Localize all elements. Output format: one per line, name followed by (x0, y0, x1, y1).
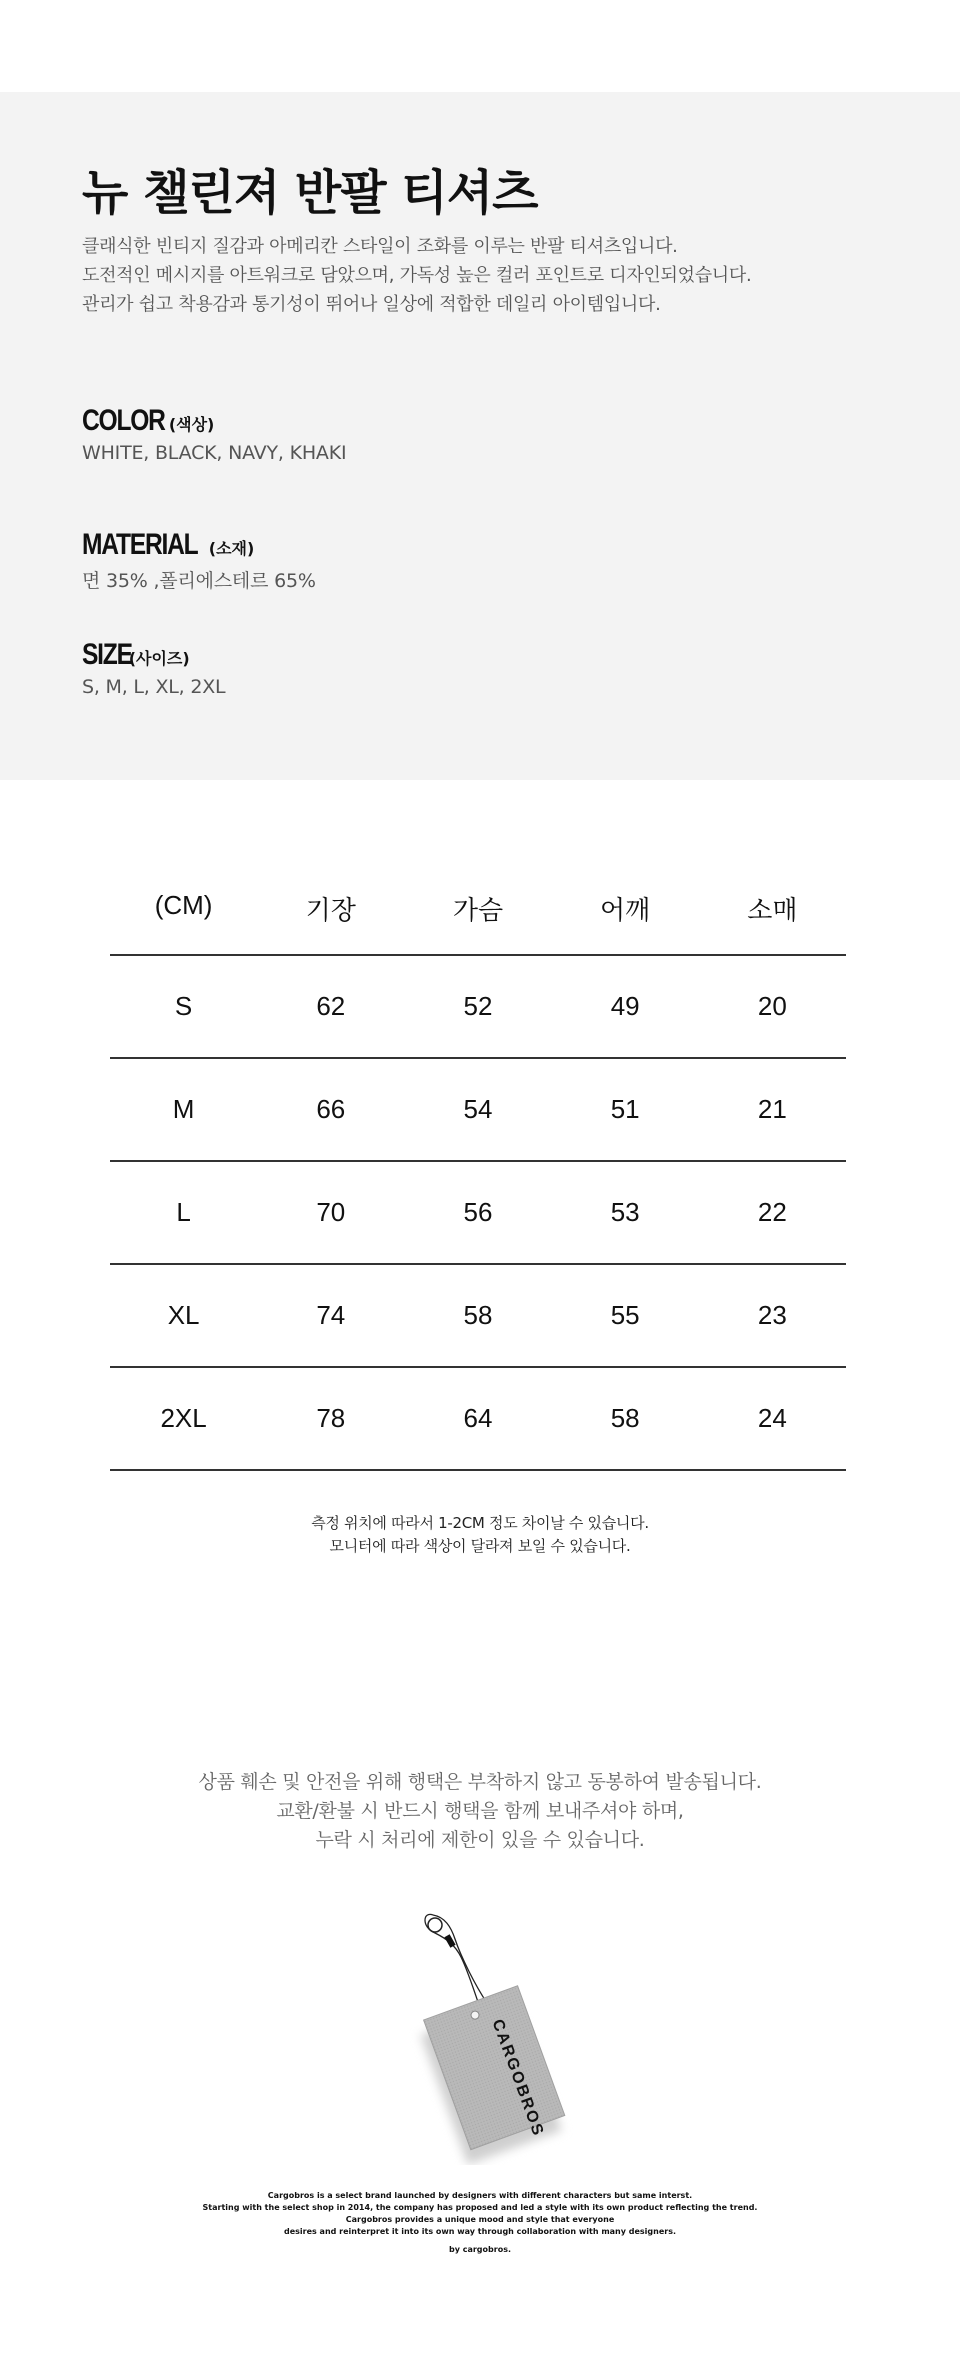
sleeve-cell: 24 (757, 1403, 787, 1433)
description-line: 관리가 쉽고 착용감과 통기성이 뛰어나 일상에 적합한 데일리 아이템입니다. (82, 294, 661, 315)
spec-color-sublabel: (색상) (168, 415, 215, 434)
spec-color-label: COLOR (82, 404, 165, 437)
table-row (110, 1162, 846, 1265)
hang-tag-illustration (395, 1905, 595, 2165)
spec-size-heading (82, 638, 225, 672)
size-cell: L (176, 1197, 191, 1227)
about-signature: by cargobros. (448, 2245, 511, 2254)
brand-about (0, 2190, 960, 2256)
table-row (110, 1059, 846, 1162)
spec-size-value: S, M, L, XL, 2XL (82, 676, 226, 698)
chest-cell: 52 (463, 991, 493, 1021)
tag-notice-line: 누락 시 처리에 제한이 있을 수 있습니다. (315, 1829, 645, 1851)
spec-size-label: SIZE (82, 638, 132, 671)
spec-material-heading (82, 528, 316, 562)
spec-color-value: WHITE, BLACK, NAVY, KHAKI (82, 442, 347, 464)
sleeve-cell: 21 (757, 1094, 787, 1124)
chest-cell: 54 (463, 1094, 493, 1124)
product-description (82, 232, 902, 319)
spec-color-heading (82, 404, 346, 438)
shoulder-cell: 51 (610, 1094, 640, 1124)
description-line: 도전적인 메시지를 아트워크로 담았으며, 가독성 높은 컬러 포인트로 디자인되었습니다. (82, 265, 752, 286)
shoulder-cell: 55 (610, 1300, 640, 1330)
chest-cell: 56 (463, 1197, 493, 1227)
shoulder-cell: 53 (610, 1197, 640, 1227)
length-cell: 70 (316, 1197, 346, 1227)
size-cell: 2XL (160, 1403, 207, 1433)
shoulder-cell: 49 (610, 991, 640, 1021)
spec-size (82, 638, 225, 698)
size-cell: M (172, 1094, 195, 1124)
product-title: 뉴 챌린져 반팔 티셔츠 (82, 165, 538, 221)
header-length: 기장 (305, 896, 356, 926)
spec-material-sublabel: (소재) (208, 539, 255, 558)
hang-tag-icon (395, 1905, 595, 2165)
header-chest: 가슴 (452, 896, 504, 926)
spec-material-label: MATERIAL (82, 528, 198, 561)
product-info-section (0, 92, 960, 780)
note-line: 모니터에 따라 색상이 달라져 보일 수 있습니다. (329, 1537, 631, 1555)
about-line: desires and reinterpret it into its own way through collaboration with many designers. (283, 2227, 677, 2236)
size-cell: XL (167, 1300, 200, 1330)
about-line: Starting with the select shop in 2014, the company has proposed and led a style with its own product reflecting the trend. (202, 2203, 758, 2212)
size-cell: S (174, 991, 193, 1021)
size-table (110, 888, 846, 1471)
tag-notice-line: 교환/환불 시 반드시 행택을 함께 보내주셔야 하며, (276, 1800, 684, 1822)
about-line: Cargobros is a select brand launched by designers with different characters but same interst. (267, 2191, 693, 2200)
header-sleeve: 소매 (747, 896, 798, 926)
tag-notice-line: 상품 훼손 및 안전을 위해 행택은 부착하지 않고 동봉하여 발송됩니다. (198, 1771, 762, 1793)
sleeve-cell: 22 (757, 1197, 787, 1227)
length-cell: 78 (316, 1403, 346, 1433)
spec-color (82, 404, 346, 464)
table-row (110, 1265, 846, 1368)
length-cell: 66 (316, 1094, 346, 1124)
length-cell: 74 (316, 1300, 346, 1330)
about-line: Cargobros provides a unique mood and style that everyone (345, 2215, 615, 2224)
spec-material-value: 면 35% ,폴리에스테르 65% (82, 570, 316, 592)
table-row (110, 956, 846, 1059)
description-line: 클래식한 빈티지 질감과 아메리칸 스타일이 조화를 이루는 반팔 티셔츠입니다. (82, 236, 678, 257)
size-table-header (110, 888, 846, 956)
header-unit: (CM) (154, 890, 213, 920)
table-row (110, 1368, 846, 1471)
sleeve-cell: 23 (757, 1300, 787, 1330)
header-shoulder: 어깨 (600, 896, 651, 926)
spec-size-sublabel: (사이즈) (128, 649, 190, 668)
sleeve-cell: 20 (757, 991, 787, 1021)
shoulder-cell: 58 (610, 1403, 640, 1433)
spec-material (82, 528, 316, 593)
measurement-note (0, 1512, 960, 1558)
chest-cell: 58 (463, 1300, 493, 1330)
note-line: 측정 위치에 따라서 1-2CM 정도 차이날 수 있습니다. (311, 1514, 649, 1532)
length-cell: 62 (316, 991, 346, 1021)
tag-brand-text: CARGOBROS (488, 2017, 547, 2140)
tag-notice (0, 1768, 960, 1855)
chest-cell: 64 (463, 1403, 493, 1433)
